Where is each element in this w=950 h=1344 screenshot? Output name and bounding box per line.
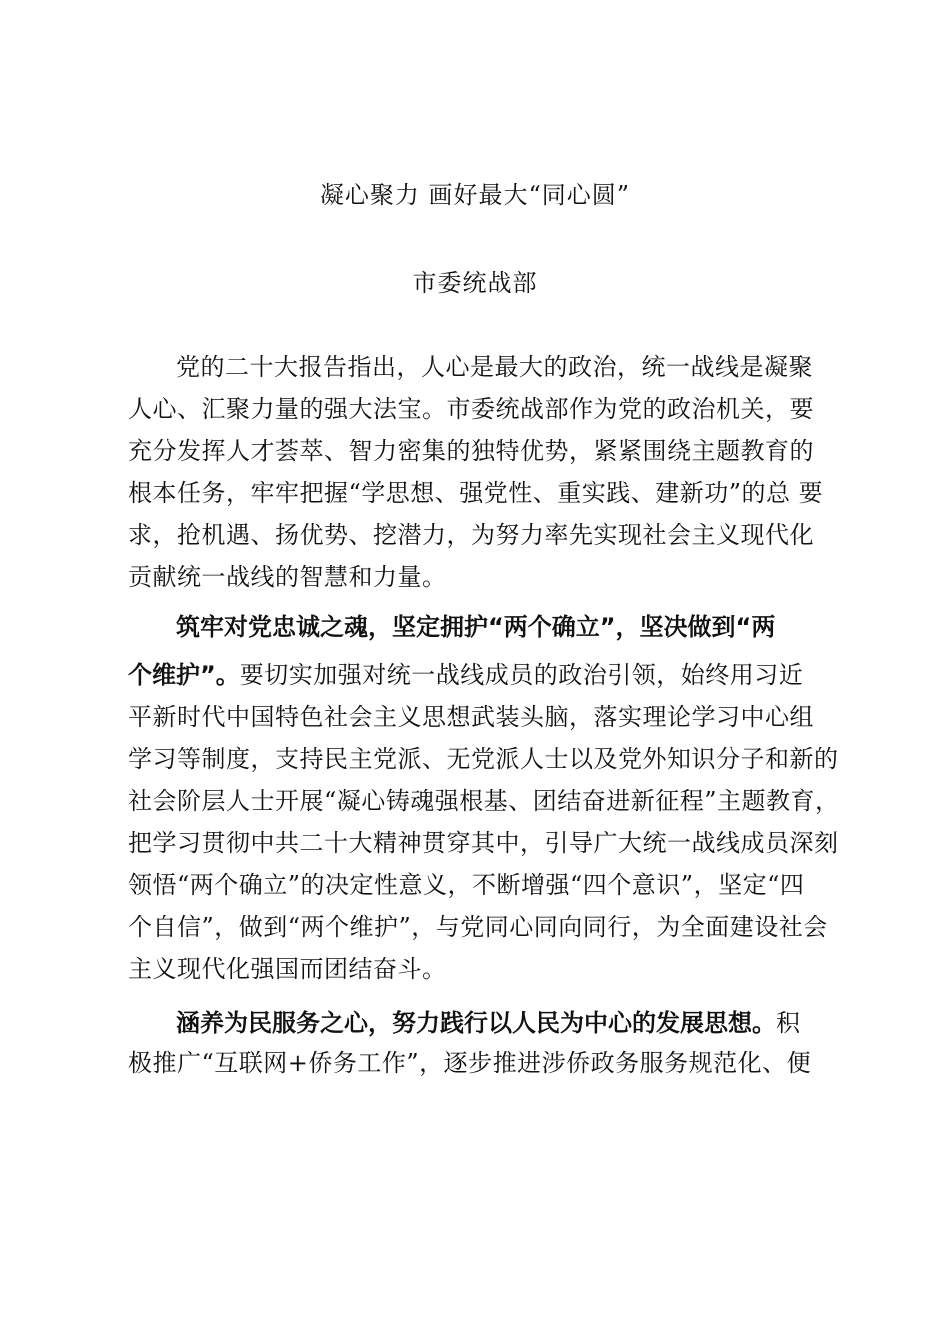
- paragraph-3-line-1-text: 积: [776, 1009, 801, 1037]
- paragraph-3-heading: 涵养为民服务之心，努力践行以人民为中心的发展思想。: [176, 1009, 776, 1037]
- paragraph-2-line-6: 把学习贯彻中共二十大精神贯穿其中，引导广大统一战线成员深刻: [128, 829, 839, 857]
- paragraph-1-line-1: 党的二十大报告指出，人心是最大的政治，统一战线是凝聚: [176, 353, 813, 381]
- paragraph-1-line-6: 贡献统一战线的智慧和力量。: [128, 563, 447, 591]
- paragraph-2-line-4: 学习等制度，支持民主党派、无党派人士以及党外知识分子和新的: [128, 745, 839, 773]
- paragraph-2-heading-line-1: 筑牢对党忠诚之魂，坚定拥护“两个确立”，坚决做到“两: [176, 613, 776, 641]
- paragraph-1-line-2: 人心、汇聚力量的强大法宝。市委统战部作为党的政治机关，要: [128, 395, 814, 423]
- paragraph-1-line-4: 根本任务，牢牢把握“学思想、强党性、重实践、建新功”的总 要: [128, 479, 824, 507]
- paragraph-2-heading-line-2: 个维护”。: [128, 661, 240, 689]
- paragraph-1-line-3: 充分发挥人才荟萃、智力密集的独特优势，紧紧围绕主题教育的: [128, 437, 814, 465]
- paragraph-2-line-2: [128, 658, 838, 692]
- paragraph-2-line-2-text: 要切实加强对统一战线成员的政治引领，始终用习近: [239, 661, 804, 689]
- document-title: 凝心聚力 画好最大“同心圆”: [319, 181, 631, 209]
- paragraph-2-line-7: 领悟“两个确立”的决定性意义，不断增强“四个意识”，坚定“四: [128, 871, 805, 899]
- paragraph-1-line-5: 求，抢机遇、扬优势、挖潜力，为努力率先实现社会主义现代化: [128, 521, 814, 549]
- paragraph-2-line-8: 个自信”，做到“两个维护”，与党同心同向同行，为全面建设社会: [128, 913, 828, 941]
- paragraph-2-line-5: 社会阶层人士开展“凝心铸魂强根基、团结奋进新征程”主题教育，: [128, 787, 840, 815]
- paragraph-3-line-1: [128, 1006, 838, 1040]
- paragraph-2-line-3: 平新时代中国特色社会主义思想武装头脑，落实理论学习中心组: [128, 703, 814, 731]
- document-author: 市委统战部: [412, 269, 538, 297]
- paragraph-3-line-2: 极推广“互联网+侨务工作”，逐步推进涉侨政务服务规范化、便: [128, 1049, 812, 1077]
- paragraph-2-line-9: 主义现代化强国而团结奋斗。: [128, 955, 447, 983]
